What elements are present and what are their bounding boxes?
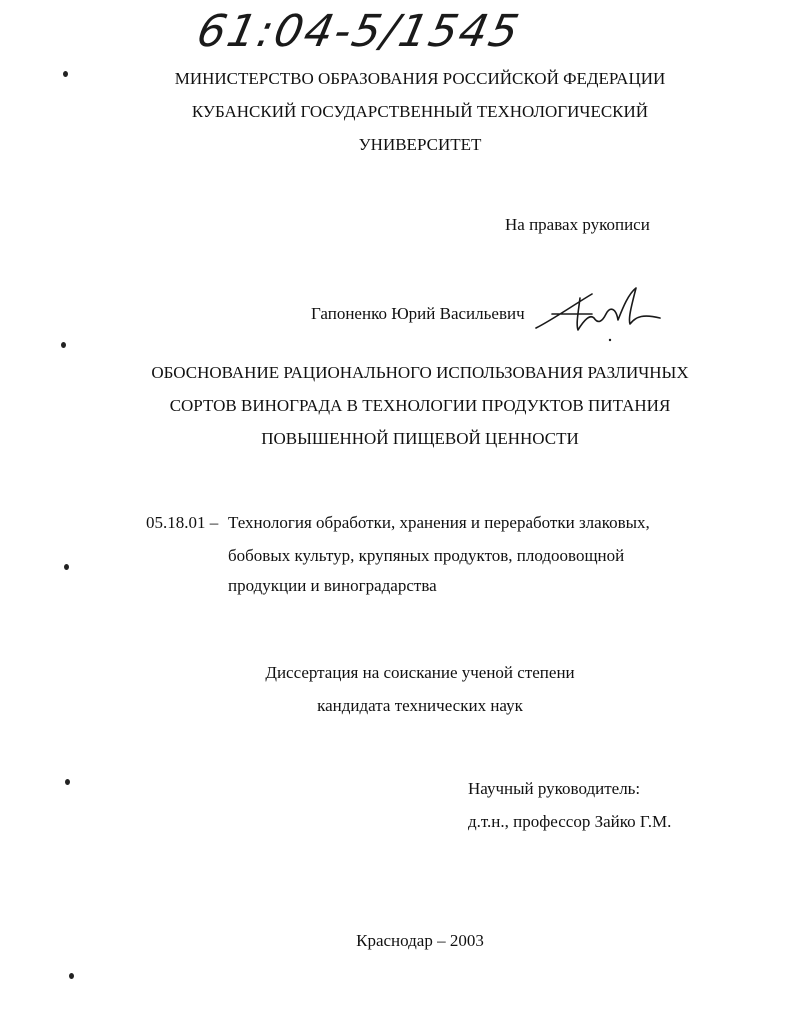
- margin-dot: [64, 564, 69, 570]
- specialty-line: продукции и виноградарства: [228, 576, 437, 595]
- header-line: УНИВЕРСИТЕТ: [358, 135, 482, 154]
- supervisor-block: [468, 772, 671, 838]
- header-line: МИНИСТЕРСТВО ОБРАЗОВАНИЯ РОССИЙСКОЙ ФЕДЕРАЦИИ: [174, 69, 666, 88]
- title-line: ОБОСНОВАНИЕ РАЦИОНАЛЬНОГО ИСПОЛЬЗОВАНИЯ РАЗЛИЧНЫХ: [151, 363, 689, 382]
- specialty-code: 05.18.01 –: [146, 513, 219, 532]
- degree-line: Диссертация на соискание ученой степени: [265, 663, 575, 682]
- header-line: КУБАНСКИЙ ГОСУДАРСТВЕННЫЙ ТЕХНОЛОГИЧЕСКИЙ: [191, 102, 649, 121]
- margin-dot: [69, 973, 74, 979]
- dissertation-title: [90, 356, 750, 455]
- rights-note: На правах рукописи: [505, 215, 650, 234]
- archive-code-handwritten: 61:04-5/1545: [192, 6, 525, 57]
- degree-statement: [160, 656, 680, 722]
- title-line: СОРТОВ ВИНОГРАДА В ТЕХНОЛОГИИ ПРОДУКТОВ ПИТАНИЯ: [169, 396, 671, 415]
- margin-dot: [61, 342, 66, 348]
- city-year: Краснодар – 2003: [356, 931, 484, 950]
- supervisor-name: д.т.н., профессор Зайко Г.М.: [468, 812, 672, 831]
- specialty-line: бобовых культур, крупяных продуктов, плодоовощной: [228, 546, 625, 565]
- ministry-header: [100, 62, 740, 161]
- margin-dot: [63, 71, 68, 77]
- specialty-line: Технология обработки, хранения и переработки злаковых,: [228, 513, 650, 532]
- degree-line: кандидата технических наук: [317, 696, 523, 715]
- supervisor-label: Научный руководитель:: [468, 779, 641, 798]
- margin-dot: [65, 779, 70, 785]
- title-line: ПОВЫШЕННОЙ ПИЩЕВОЙ ЦЕННОСТИ: [261, 429, 579, 448]
- author-signature: [532, 284, 672, 344]
- author-name: Гапоненко Юрий Васильевич: [311, 304, 525, 323]
